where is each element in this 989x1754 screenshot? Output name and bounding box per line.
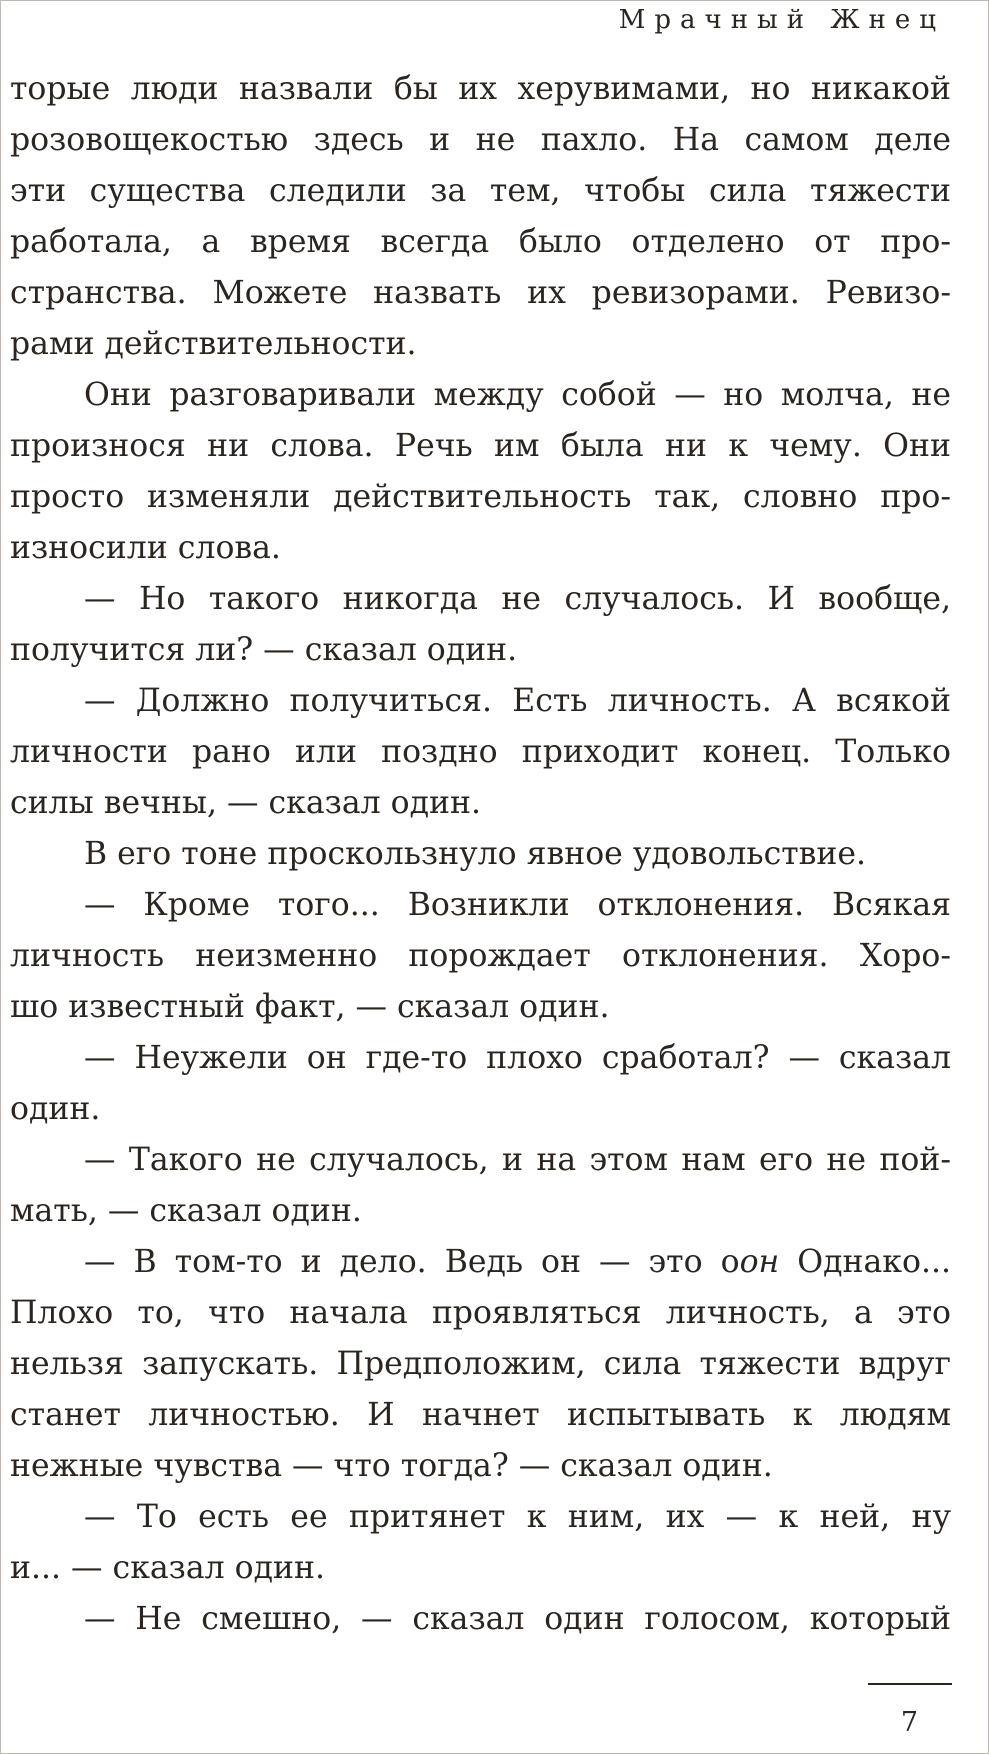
- body-text: [10, 64, 951, 1645]
- text-line: нельзя запускать. Предположим, сила тяжести вдруг: [10, 1346, 951, 1382]
- text-line: — Кроме того... Возникли отклонения. Всякая: [84, 887, 951, 923]
- text-line: и... — сказал один.: [10, 1550, 326, 1586]
- text-line: розовощекостью здесь и не пахло. На самом деле: [10, 122, 951, 158]
- running-head: Мрачный Жнец: [618, 5, 945, 35]
- text-line: износили слова.: [10, 530, 281, 566]
- text-line: Они разговаривали между собой — но молча, не: [84, 377, 951, 413]
- text-line: эти существа следили за тем, чтобы сила тяжести: [10, 173, 951, 209]
- text-line: — Должно получиться. Есть личность. А всякой: [84, 683, 951, 719]
- folio-rule: [868, 1683, 952, 1685]
- text-line: — Не смешно, — сказал один голосом, который: [84, 1601, 951, 1637]
- text-line: шо известный факт, — сказал один.: [10, 989, 610, 1025]
- text-line: просто изменяли действительность так, словно про-: [10, 479, 951, 515]
- emphasis: он: [739, 1244, 780, 1280]
- text-line: произнося ни слова. Речь им была ни к чему. Они: [10, 428, 951, 464]
- text-line: личность неизменно порождает отклонения. Хоро-: [10, 938, 951, 974]
- text-line: — Неужели он где-то плохо сработал? — сказал: [84, 1040, 951, 1076]
- text-line: мать, — сказал один.: [10, 1193, 362, 1229]
- text-line: странства. Можете назвать их ревизорами. Ревизо-: [10, 275, 951, 311]
- text-line: силы вечны, — сказал один.: [10, 785, 481, 821]
- text-line: получится ли? — сказал один.: [10, 632, 518, 668]
- text-line: — В том-то и дело. Ведь он — это оон Однако...: [84, 1244, 951, 1280]
- text-line: один.: [10, 1091, 101, 1127]
- text-line: — Но такого никогда не случалось. И вообще,: [84, 581, 951, 617]
- text-line: В его тоне проскользнуло явное удовольствие.: [84, 836, 867, 872]
- text-line: нежные чувства — что тогда? — сказал один.: [10, 1448, 773, 1484]
- text-line: станет личностью. И начнет испытывать к людям: [10, 1397, 951, 1433]
- text-line: — Такого не случалось, и на этом нам его не пой-: [84, 1142, 951, 1178]
- text-line: торые люди назвали бы их херувимами, но никакой: [10, 71, 951, 107]
- page-number: 7: [900, 1707, 918, 1738]
- text-line: Плохо то, что начала проявляться личность, а это: [10, 1295, 951, 1331]
- text-line: — То есть ее притянет к ним, их — к ней, ну: [84, 1499, 951, 1535]
- text-line: личности рано или поздно приходит конец. Только: [10, 734, 951, 770]
- text-line: работала, а время всегда было отделено от про-: [10, 224, 951, 260]
- text-line: рами действительности.: [10, 326, 417, 362]
